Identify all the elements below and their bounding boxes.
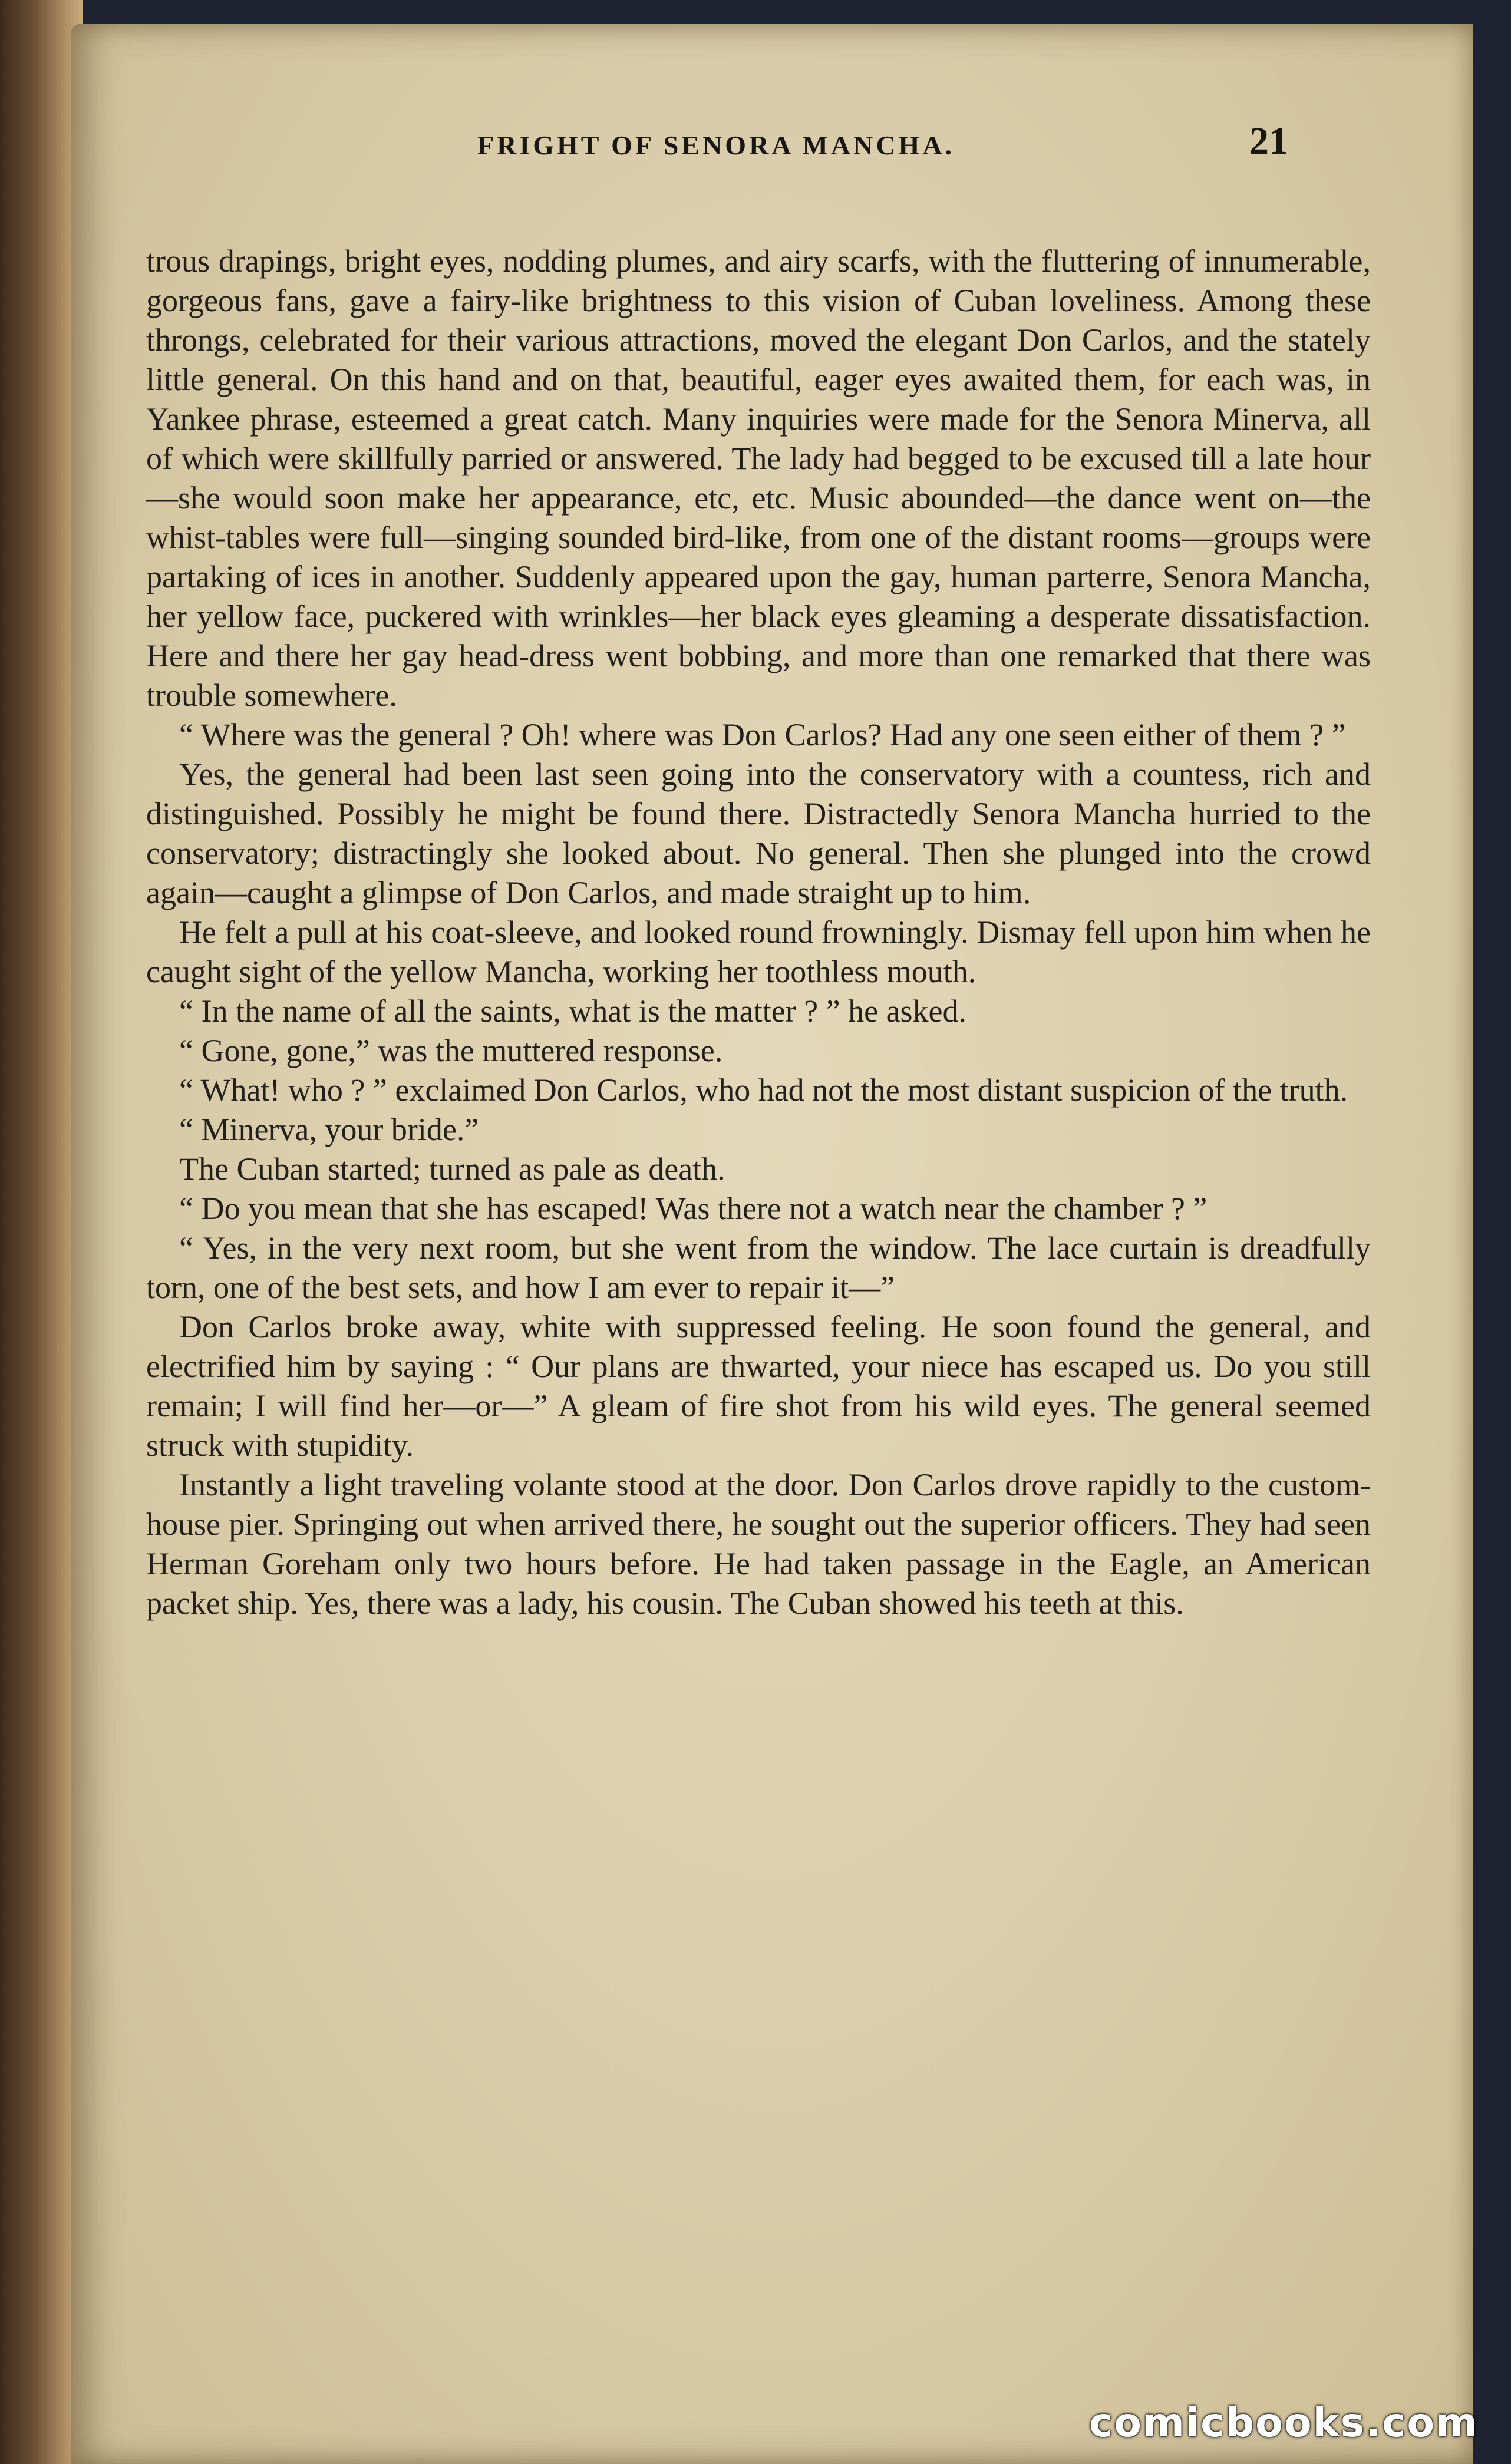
paragraph: Yes, the general had been last seen going into the conservatory with a countess, rich and distinguished. Possibly he might be found there. Distractedly Senora Mancha hurried to the conservatory; distractingly she looked about. No general. Then she plunged into the crowd again—caught a glimpse of Don Carlos, and made straight up to him. [146, 757, 1371, 910]
paragraph: The Cuban started; turned as pale as death. [179, 1151, 725, 1187]
page-number: 21 [1249, 120, 1288, 163]
site-watermark: comicbooks.com [1088, 2400, 1479, 2446]
paragraph: “ In the name of all the saints, what is the matter ? ” he asked. [179, 993, 967, 1029]
paragraph: “ What! who ? ” exclaimed Don Carlos, who had not the most distant suspicion of the truth. [179, 1072, 1348, 1108]
book-spine-edge [0, 0, 83, 2464]
paragraph: He felt a pull at his coat-sleeve, and looked round frowningly. Dismay fell upon him when he caught sight of the yellow Mancha, working her toothless mouth. [146, 914, 1371, 989]
book-page [71, 24, 1473, 2464]
paragraph: “ Where was the general ? Oh! where was Don Carlos? Had any one seen either of them ? ” [179, 717, 1346, 752]
paragraph: “ Do you mean that she has escaped! Was there not a watch near the chamber ? ” [179, 1191, 1208, 1226]
paragraph: “ Yes, in the very next room, but she went from the window. The lace curtain is dreadfully torn, one of the best sets, and how I am ever to repair it—” [146, 1230, 1371, 1305]
paragraph: trous drapings, bright eyes, nodding plumes, and airy scarfs, with the fluttering of innumerable, gorgeous fans, gave a fairy-like brightness to this vision of Cuban loveliness. Among these throngs, celebrated for their various attractions, moved the elegant Don Carlos, and the stately little general. On this hand and on that, beautiful, eager eyes awaited them, for each was, in Yankee phrase, esteemed a great catch. Many inquiries were made for the Senora Minerva, all of which were skillfully parried or answered. The lady had begged to be excused till a late hour—she would soon make her appearance, etc, etc. Music abounded—the dance went on—the whist-tables were full—singing sounded bird-like, from one of the distant rooms—groups were partaking of ices in another. Suddenly appeared upon the gay, human parterre, Senora Mancha, her yellow face, puckered with wrinkles—her black eyes gleaming a desperate dissatisfaction. Here and there her gay head-dress went bobbing, and more than one remarked that there was trouble somewhere. [146, 243, 1371, 713]
running-head [71, 120, 1473, 177]
paragraph: “ Minerva, your bride.” [179, 1112, 479, 1147]
body-text [146, 242, 1371, 1623]
paragraph: Don Carlos broke away, white with suppressed feeling. He soon found the general, and electrified him by saying : “ Our plans are thwarted, your niece has escaped us. Do you still remain; I will find her—or—” A gleam of fire shot from his wild eyes. The general seemed struck with stupidity. [146, 1309, 1371, 1463]
paragraph: “ Gone, gone,” was the muttered response. [179, 1033, 723, 1068]
paragraph: Instantly a light traveling volante stood at the door. Don Carlos drove rapidly to the custom-house pier. Springing out when arrived there, he sought out the superior officers. They had seen Herman Goreham only two hours before. He had taken passage in the Eagle, an American packet ship. Yes, there was a lady, his cousin. The Cuban showed his teeth at this. [146, 1467, 1371, 1621]
running-head-title: FRIGHT OF SENORA MANCHA. [477, 130, 955, 160]
